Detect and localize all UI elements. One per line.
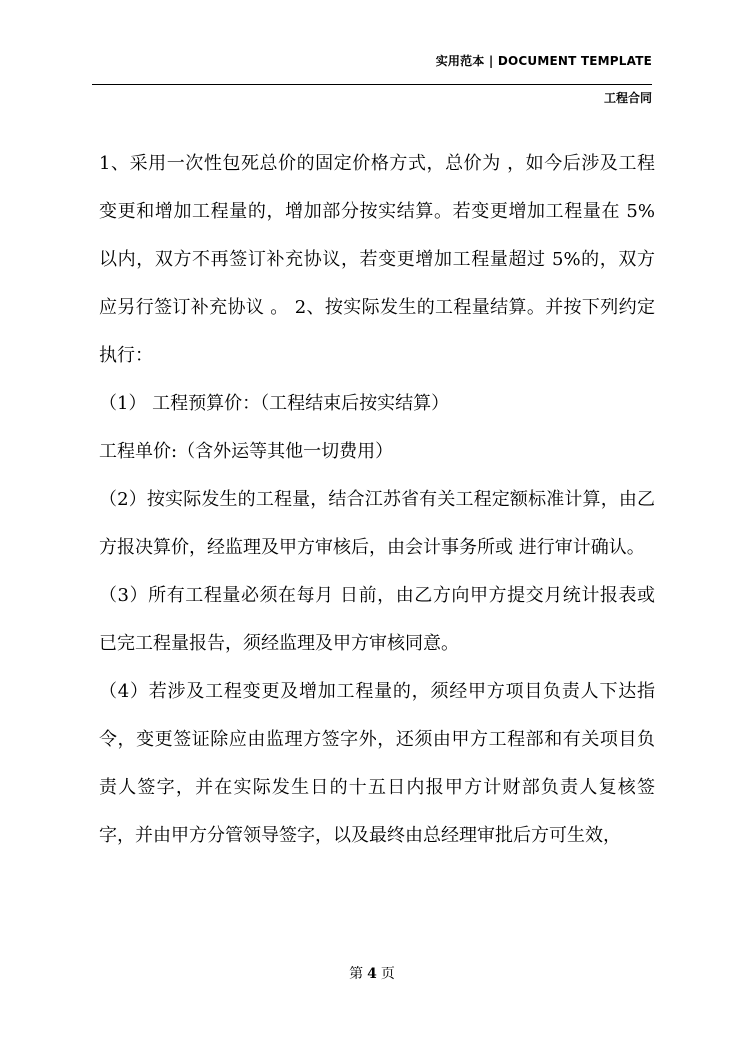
document-category: 工程合同 [603,91,652,105]
page-number-prefix: 第 [349,966,364,982]
paragraph-monthly-report: （3）所有工程量必须在每月 日前，由乙方向甲方提交月统计报表或已完工程量报告，须经监理及甲方审核同意。 [99,585,655,654]
document-body [99,140,655,860]
header-divider [92,84,652,85]
page-number-suffix: 页 [380,966,395,982]
paragraph-pricing-method: 1、采用一次性包死总价的固定价格方式，总价为 ，如今后涉及工程变更和增加工程量的，增加部分按实结算。若变更增加工程量在 5%以内，双方不再签订补充协议，若变更增加工程量超过 5%的，双方应另行签订补充协议 。 2、按实际发生的工程量结算。并按下列约定执行： [99,153,655,366]
page-number-value: 4 [367,966,377,982]
paragraph-unit-price: 工程单价:（含外运等其他一切费用） [99,441,394,462]
paragraph-settlement-calculation: （2）按实际发生的工程量，结合江苏省有关工程定额标准计算，由乙方报决算价，经监理及甲方审核后，由会计事务所或 进行审计确认。 [99,489,655,558]
paragraph-budget-price: （1） 工程预算价：（工程结束后按实结算） [99,393,450,414]
header-brand: 实用范本 | DOCUMENT TEMPLATE [435,54,652,68]
page-number [0,963,744,983]
paragraph-change-approval: （4）若涉及工程变更及增加工程量的，须经甲方项目负责人下达指令，变更签证除应由监理方签字外，还须由甲方工程部和有关项目负责人签字，并在实际发生日的十五日内报甲方计财部负责人复核签字，并由甲方分管领导签字，以及最终由总经理审批后方可生效， [99,681,655,846]
